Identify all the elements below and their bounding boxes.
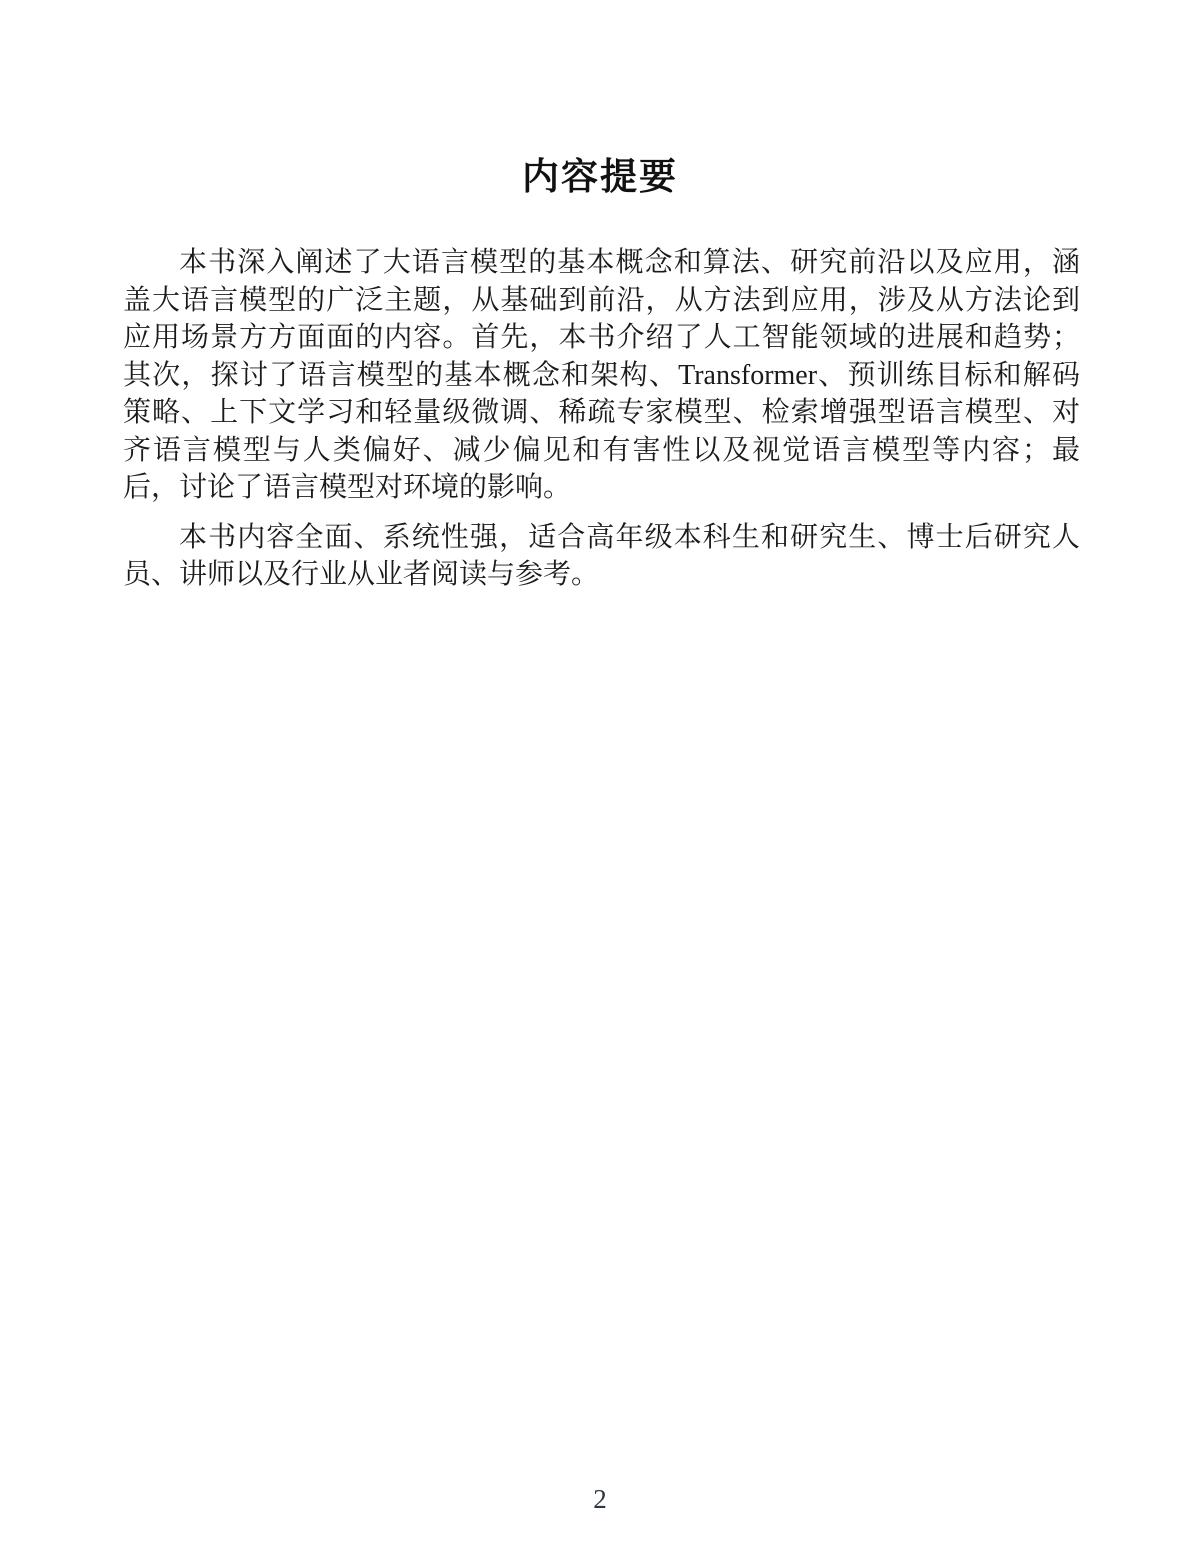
paragraph-line: 齐语言模型与人类偏好、减少偏见和有害性以及视觉语言模型等内容；最 — [123, 434, 1080, 466]
paragraph-line: 员、讲师以及行业从业者阅读与参考。 — [123, 559, 600, 590]
paragraph-line: 后，讨论了语言模型对环境的影响。 — [123, 472, 572, 503]
paragraph-line: 其次，探讨了语言模型的基本概念和架构、Transformer、预训练目标和解码 — [123, 359, 1080, 391]
paragraph-line: 盖大语言模型的广泛主题，从基础到前沿，从方法到应用，涉及从方法论到 — [123, 284, 1080, 316]
audience-paragraph — [123, 519, 1080, 594]
paragraph-line: 本书内容全面、系统性强，适合高年级本科生和研究生、博士后研究人 — [179, 521, 1080, 553]
abstract-paragraph — [123, 244, 1080, 507]
page-title: 内容提要 — [522, 157, 678, 198]
paragraph-line: 本书深入阐述了大语言模型的基本概念和算法、研究前沿以及应用，涵 — [179, 247, 1080, 278]
paragraph-line: 策略、上下文学习和轻量级微调、稀疏专家模型、检索增强型语言模型、对 — [123, 397, 1080, 428]
paragraph-line: 应用场景方方面面的内容。首先，本书介绍了人工智能领域的进展和趋势； — [123, 322, 1080, 353]
page-number: 2 — [593, 1484, 607, 1514]
document-body — [123, 244, 1080, 606]
